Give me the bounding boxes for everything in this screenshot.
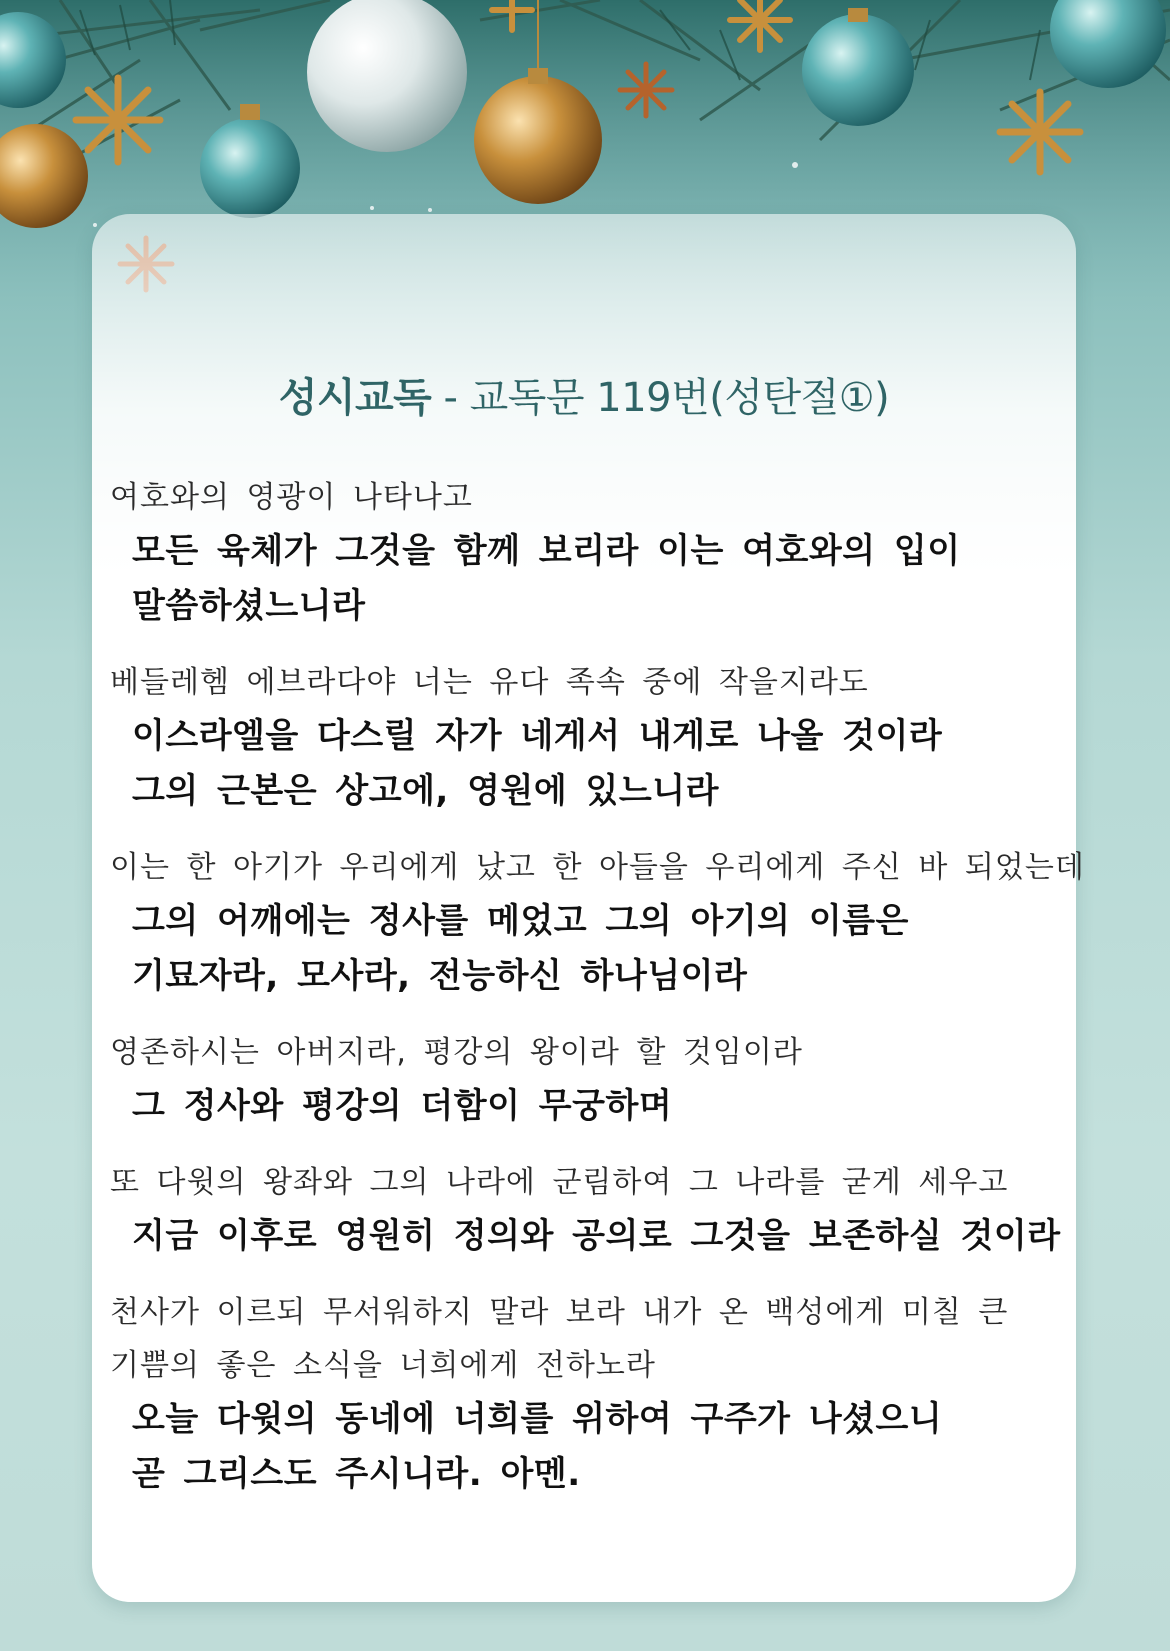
leader-line: 천사가 이르되 무서워하지 말라 보라 내가 온 백성에게 미칠 큰 [110, 1295, 1009, 1330]
response-line: 말씀하셨느니라 [132, 586, 366, 626]
gold-ornament-icon [474, 76, 602, 204]
stanza-6 [110, 1286, 1060, 1502]
leader-line: 또 다윗의 왕좌와 그의 나라에 군림하여 그 나라를 굳게 세우고 [110, 1165, 1009, 1200]
stanza-3 [110, 841, 1085, 1004]
leader-line: 기쁨의 좋은 소식을 너희에게 전하노라 [110, 1348, 656, 1383]
page-title [92, 366, 1076, 423]
response-line: 그 정사와 평강의 더함이 무궁하며 [132, 1086, 673, 1126]
title-main: 성시교독 [278, 375, 432, 421]
teal-ornament-icon [802, 14, 914, 126]
response-line: 지금 이후로 영원히 정의와 공의로 그것을 보존하실 것이라 [132, 1216, 1061, 1256]
response-line: 곧 그리스도 주시니라. 아멘. [132, 1454, 581, 1494]
response-line: 그의 근본은 상고에, 영원에 있느니라 [132, 771, 719, 811]
stanza-2 [110, 656, 1060, 819]
response-line: 기묘자라, 모사라, 전능하신 하나님이라 [132, 956, 748, 996]
leader-line: 영존하시는 아버지라, 평강의 왕이라 할 것임이라 [110, 1035, 803, 1070]
leader-line: 이는 한 아기가 우리에게 났고 한 아들을 우리에게 주신 바 되었는데 [110, 850, 1085, 885]
leader-line: 베들레헴 에브라다야 너는 유다 족속 중에 작을지라도 [110, 665, 869, 700]
response-line: 오늘 다윗의 동네에 너희를 위하여 구주가 나셨으니 [132, 1399, 943, 1439]
leader-line: 여호와의 영광이 나타나고 [110, 480, 473, 515]
stanza-5 [110, 1156, 1060, 1264]
response-line: 그의 어깨에는 정사를 메었고 그의 아기의 이름은 [132, 901, 909, 941]
title-subtitle: - 교독문 119번(성탄절①) [431, 375, 890, 421]
teal-ornament-icon [200, 118, 300, 218]
stanza-1 [110, 471, 1060, 634]
responsive-reading-card [92, 214, 1085, 1602]
response-line: 이스라엘을 다스릴 자가 네게서 내게로 나올 것이라 [132, 716, 943, 756]
stanza-4 [110, 1026, 1060, 1134]
response-line: 모든 육체가 그것을 함께 보리라 이는 여호와의 입이 [132, 531, 961, 571]
